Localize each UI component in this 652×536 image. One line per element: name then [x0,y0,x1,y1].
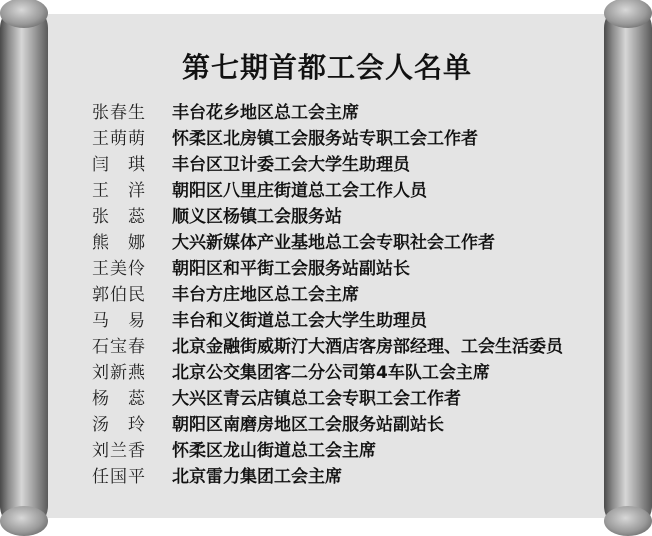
person-name: 张春生 [92,103,146,123]
person-role: 大兴新媒体产业基地总工会专职社会工作者 [172,233,495,253]
left-roller-top-cap [0,0,48,28]
list-title: 第七期首都工会人名单 [181,51,472,84]
person-role: 大兴区青云店镇总工会专职工会工作者 [172,389,461,409]
list-item [92,282,602,308]
list-item [92,100,602,126]
list-item [92,334,602,360]
person-name: 王萌萌 [92,129,146,149]
person-name: 张 蕊 [92,207,146,227]
person-name: 王 洋 [92,181,146,201]
person-name: 杨 蕊 [92,389,146,409]
person-name: 刘兰香 [92,441,146,461]
person-role: 怀柔区北房镇工会服务站专职工会工作者 [172,129,478,149]
person-name: 马 易 [92,311,146,331]
list-item [92,178,602,204]
person-name: 王美伶 [92,259,146,279]
person-role: 朝阳区八里庄街道总工会工作人员 [172,181,427,201]
person-role: 北京金融街威斯汀大酒店客房部经理、工会生活委员 [172,337,563,357]
right-roller-bottom-cap [604,506,652,536]
list-item [92,464,602,490]
list-item [92,256,602,282]
person-role: 丰台花乡地区总工会主席 [172,103,359,123]
left-roller-bottom-cap [0,506,48,536]
person-name: 闫 琪 [92,155,146,175]
person-role: 丰台和义街道总工会大学生助理员 [172,311,427,331]
person-role: 丰台方庄地区总工会主席 [172,285,359,305]
list-item [92,308,602,334]
right-roller-top-cap [604,0,652,28]
list-item [92,386,602,412]
person-role: 朝阳区南磨房地区工会服务站副站长 [172,415,444,435]
person-name: 郭伯民 [92,285,146,305]
person-name: 熊 娜 [92,233,146,253]
person-role: 北京雷力集团工会主席 [172,467,342,487]
list-item [92,204,602,230]
list-item [92,412,602,438]
person-role: 顺义区杨镇工会服务站 [172,207,342,227]
list-item [92,438,602,464]
left-scroll-roller [0,4,48,530]
person-role: 丰台区卫计委工会大学生助理员 [172,155,410,175]
person-role: 北京公交集团客二分公司第4车队工会主席 [172,363,490,383]
person-role: 怀柔区龙山街道总工会主席 [172,441,376,461]
list-item [92,126,602,152]
person-name: 任国平 [92,467,146,487]
person-name: 石宝春 [92,337,146,357]
list-item [92,152,602,178]
right-scroll-roller [604,4,652,530]
list-item [92,360,602,386]
person-role: 朝阳区和平街工会服务站副站长 [172,259,410,279]
list-item [92,230,602,256]
person-name: 刘新燕 [92,363,146,383]
person-name: 汤 玲 [92,415,146,435]
name-list [92,100,602,490]
